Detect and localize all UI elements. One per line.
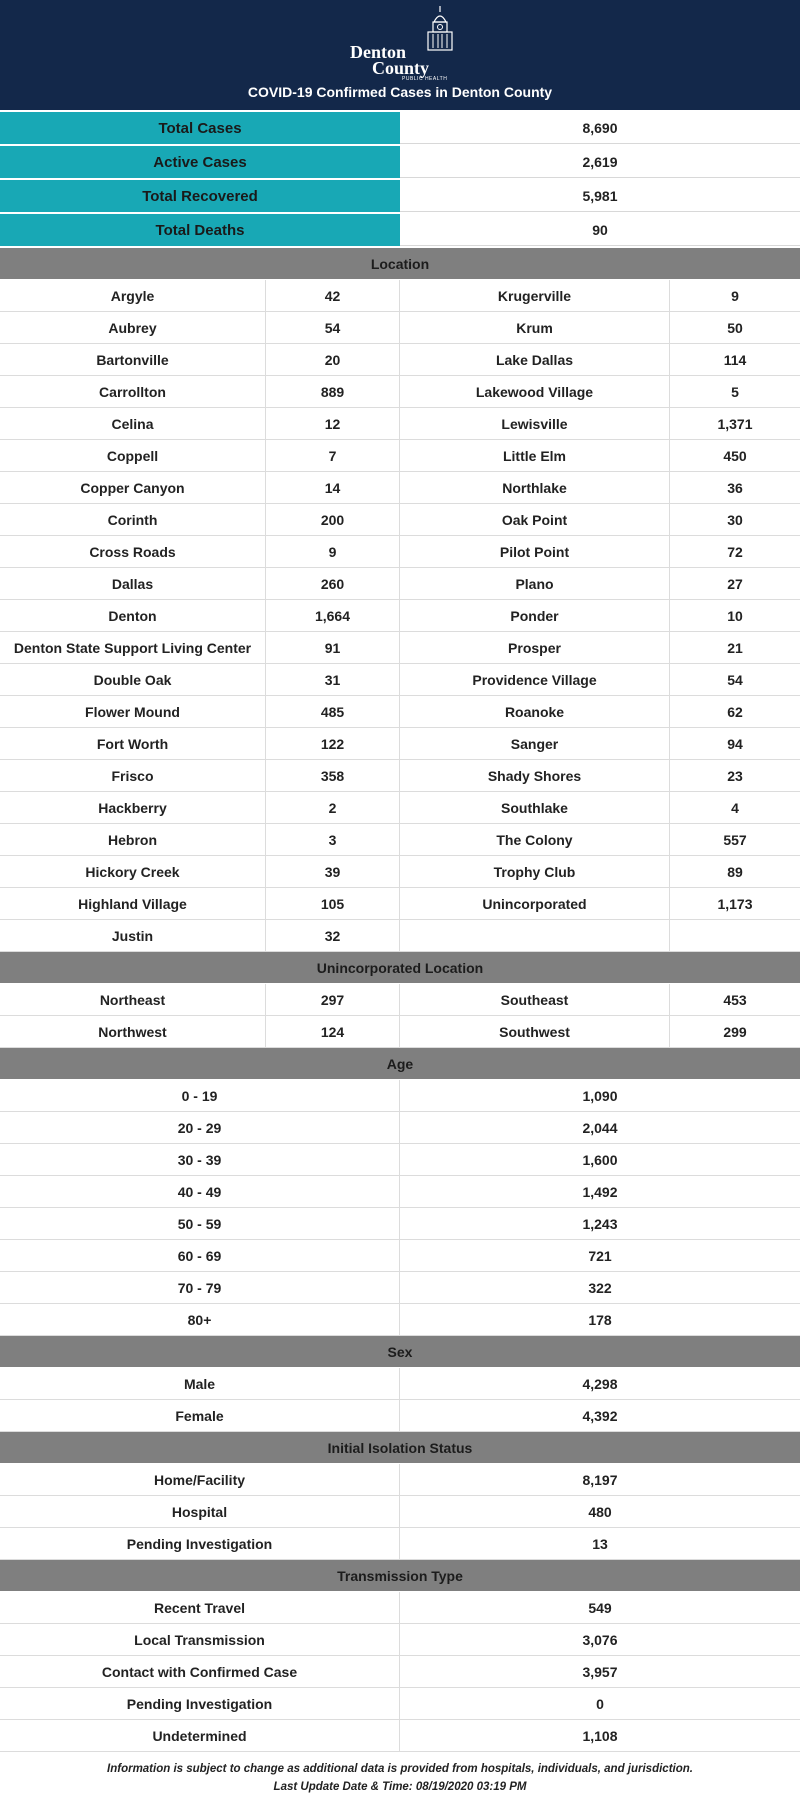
location-name: Northwest	[0, 1016, 266, 1047]
table-row	[0, 1080, 800, 1112]
denton-county-logo	[340, 6, 464, 84]
table-row	[0, 312, 800, 344]
table-row	[0, 600, 800, 632]
row-label: Home/Facility	[0, 1464, 400, 1495]
row-value: 322	[588, 1279, 612, 1296]
row-value: 8,197	[582, 1471, 618, 1488]
table-row	[0, 280, 800, 312]
location-count: 62	[727, 703, 743, 720]
location-name: Double Oak	[0, 664, 266, 695]
table-row	[0, 1208, 800, 1240]
table-row	[0, 472, 800, 504]
location-name: Carrollton	[0, 376, 266, 407]
table-row	[0, 1624, 800, 1656]
location-count: 9	[266, 536, 400, 567]
summary-label: Total Cases	[0, 112, 400, 144]
location-count: 31	[266, 664, 400, 695]
location-count: 450	[723, 447, 747, 464]
location-count: 453	[723, 991, 747, 1008]
location-count: 72	[727, 543, 743, 560]
table-row	[0, 504, 800, 536]
location-count: 30	[727, 511, 743, 528]
location-name: Lake Dallas	[400, 344, 670, 375]
row-value: 0	[596, 1695, 604, 1712]
location-table	[0, 280, 800, 952]
section-header-sex: Sex	[0, 1336, 800, 1367]
location-name: Prosper	[400, 632, 670, 663]
location-count: 358	[266, 760, 400, 791]
location-count: 12	[266, 408, 400, 439]
row-value: 480	[588, 1503, 612, 1520]
row-label: 50 - 59	[0, 1208, 400, 1239]
row-label: Pending Investigation	[0, 1528, 400, 1559]
location-name: Little Elm	[400, 440, 670, 471]
location-count: 27	[727, 575, 743, 592]
location-name: Hackberry	[0, 792, 266, 823]
location-count: 54	[266, 312, 400, 343]
location-name: Denton State Support Living Center	[0, 632, 266, 663]
location-count: 36	[727, 479, 743, 496]
location-name: Southlake	[400, 792, 670, 823]
table-row	[0, 856, 800, 888]
summary-value: 90	[400, 214, 800, 246]
table-row	[0, 1016, 800, 1048]
table-row	[0, 728, 800, 760]
row-label: Pending Investigation	[0, 1688, 400, 1719]
summary-row-total-deaths	[0, 214, 800, 246]
summary-label: Active Cases	[0, 146, 400, 178]
row-label: 0 - 19	[0, 1080, 400, 1111]
location-name: Southwest	[400, 1016, 670, 1047]
location-name: Sanger	[400, 728, 670, 759]
table-row	[0, 344, 800, 376]
location-count: 5	[731, 383, 739, 400]
table-row	[0, 376, 800, 408]
row-label: 70 - 79	[0, 1272, 400, 1303]
footer-disclaimer: Information is subject to change as additional data is provided from hospitals, individuals, and jurisdiction.	[107, 1763, 693, 1775]
table-row	[0, 1592, 800, 1624]
summary-row-total-recovered	[0, 180, 800, 212]
location-count: 4	[731, 799, 739, 816]
row-label: Female	[0, 1400, 400, 1431]
table-row	[0, 760, 800, 792]
location-name: Bartonville	[0, 344, 266, 375]
table-row	[0, 664, 800, 696]
location-name: Corinth	[0, 504, 266, 535]
location-name: Plano	[400, 568, 670, 599]
table-row	[0, 1144, 800, 1176]
row-value: 178	[588, 1311, 612, 1328]
table-row	[0, 440, 800, 472]
location-count: 23	[727, 767, 743, 784]
logo-text-denton: Denton	[350, 42, 407, 62]
location-name: Denton	[0, 600, 266, 631]
summary-label: Total Recovered	[0, 180, 400, 212]
table-row	[0, 1656, 800, 1688]
table-row	[0, 632, 800, 664]
location-name: Trophy Club	[400, 856, 670, 887]
location-count	[670, 920, 800, 951]
footer-last-update: Last Update Date & Time: 08/19/2020 03:19 PM	[273, 1781, 527, 1793]
table-row	[0, 1688, 800, 1720]
table-row	[0, 1368, 800, 1400]
location-name: Ponder	[400, 600, 670, 631]
location-name: Krugerville	[400, 280, 670, 311]
location-count: 557	[723, 831, 747, 848]
location-name: Pilot Point	[400, 536, 670, 567]
location-name: Providence Village	[400, 664, 670, 695]
location-count: 50	[727, 319, 743, 336]
location-name: Cross Roads	[0, 536, 266, 567]
table-row	[0, 792, 800, 824]
location-count: 297	[266, 984, 400, 1015]
table-row	[0, 1528, 800, 1560]
location-name: Oak Point	[400, 504, 670, 535]
location-count: 94	[727, 735, 743, 752]
location-count: 7	[266, 440, 400, 471]
summary-row-active-cases	[0, 146, 800, 178]
location-name: Northeast	[0, 984, 266, 1015]
location-name: Lewisville	[400, 408, 670, 439]
location-count: 105	[266, 888, 400, 919]
location-name: Hebron	[0, 824, 266, 855]
row-value: 1,243	[582, 1215, 618, 1232]
location-name: Lakewood Village	[400, 376, 670, 407]
row-value: 3,076	[582, 1631, 618, 1648]
location-name: Frisco	[0, 760, 266, 791]
location-count: 889	[266, 376, 400, 407]
summary-value: 2,619	[400, 146, 800, 178]
header-banner	[0, 0, 800, 110]
location-name: Copper Canyon	[0, 472, 266, 503]
row-value: 1,090	[582, 1087, 618, 1104]
row-value: 1,600	[582, 1151, 618, 1168]
footer	[0, 1760, 800, 1796]
location-count: 32	[266, 920, 400, 951]
location-count: 9	[731, 287, 739, 304]
summary-table	[0, 112, 800, 248]
location-count: 114	[723, 351, 747, 368]
transmission-table	[0, 1592, 800, 1752]
location-count: 54	[727, 671, 743, 688]
section-header-unincorporated: Unincorporated Location	[0, 952, 800, 983]
location-count: 39	[266, 856, 400, 887]
location-count: 42	[266, 280, 400, 311]
table-row	[0, 1176, 800, 1208]
logo-text-county: County	[372, 58, 430, 78]
table-row	[0, 824, 800, 856]
section-header-transmission: Transmission Type	[0, 1560, 800, 1591]
location-count: 10	[727, 607, 743, 624]
location-name: Fort Worth	[0, 728, 266, 759]
location-count: 1,664	[266, 600, 400, 631]
row-label: 40 - 49	[0, 1176, 400, 1207]
courthouse-dome-icon	[424, 6, 456, 58]
table-row	[0, 1400, 800, 1432]
location-name: Dallas	[0, 568, 266, 599]
table-row	[0, 920, 800, 952]
location-name: The Colony	[400, 824, 670, 855]
location-name	[400, 920, 670, 951]
location-name: Southeast	[400, 984, 670, 1015]
table-row	[0, 1464, 800, 1496]
location-name: Krum	[400, 312, 670, 343]
row-value: 4,392	[582, 1407, 618, 1424]
row-label: Hospital	[0, 1496, 400, 1527]
location-count: 1,173	[717, 895, 753, 912]
location-count: 14	[266, 472, 400, 503]
table-row	[0, 888, 800, 920]
section-header-isolation: Initial Isolation Status	[0, 1432, 800, 1463]
table-row	[0, 408, 800, 440]
location-count: 20	[266, 344, 400, 375]
row-value: 549	[588, 1599, 612, 1616]
location-count: 2	[266, 792, 400, 823]
row-value: 1,492	[582, 1183, 618, 1200]
summary-value: 5,981	[400, 180, 800, 212]
location-count: 122	[266, 728, 400, 759]
location-name: Coppell	[0, 440, 266, 471]
location-count: 91	[266, 632, 400, 663]
table-row	[0, 696, 800, 728]
location-count: 3	[266, 824, 400, 855]
location-name: Highland Village	[0, 888, 266, 919]
row-label: Undetermined	[0, 1720, 400, 1751]
location-name: Unincorporated	[400, 888, 670, 919]
row-value: 1,108	[582, 1727, 618, 1744]
unincorporated-table	[0, 984, 800, 1048]
summary-value: 8,690	[400, 112, 800, 144]
table-row	[0, 1112, 800, 1144]
summary-label: Total Deaths	[0, 214, 400, 246]
location-name: Aubrey	[0, 312, 266, 343]
location-count: 200	[266, 504, 400, 535]
table-row	[0, 1240, 800, 1272]
row-value: 4,298	[582, 1375, 618, 1392]
location-count: 485	[266, 696, 400, 727]
logo-text-public-health: PUBLIC HEALTH	[402, 76, 448, 82]
table-row	[0, 1304, 800, 1336]
row-label: 30 - 39	[0, 1144, 400, 1175]
page-title: COVID-19 Confirmed Cases in Denton County	[247, 84, 553, 100]
row-label: 60 - 69	[0, 1240, 400, 1271]
location-count: 124	[266, 1016, 400, 1047]
location-name: Roanoke	[400, 696, 670, 727]
sex-table	[0, 1368, 800, 1432]
location-name: Flower Mound	[0, 696, 266, 727]
row-label: Recent Travel	[0, 1592, 400, 1623]
row-value: 2,044	[582, 1119, 618, 1136]
location-name: Hickory Creek	[0, 856, 266, 887]
table-row	[0, 536, 800, 568]
location-name: Celina	[0, 408, 266, 439]
row-value: 3,957	[582, 1663, 618, 1680]
location-count: 260	[266, 568, 400, 599]
location-name: Northlake	[400, 472, 670, 503]
table-row	[0, 1496, 800, 1528]
row-label: Male	[0, 1368, 400, 1399]
location-count: 299	[723, 1023, 747, 1040]
table-row	[0, 1720, 800, 1752]
location-name: Shady Shores	[400, 760, 670, 791]
row-label: Local Transmission	[0, 1624, 400, 1655]
table-row	[0, 1272, 800, 1304]
section-header-location: Location	[0, 248, 800, 279]
location-count: 21	[727, 639, 743, 656]
row-value: 721	[588, 1247, 612, 1264]
table-row	[0, 568, 800, 600]
row-label: 80+	[0, 1304, 400, 1335]
section-header-age: Age	[0, 1048, 800, 1079]
location-count: 1,371	[717, 415, 753, 432]
isolation-table	[0, 1464, 800, 1560]
row-label: 20 - 29	[0, 1112, 400, 1143]
age-table	[0, 1080, 800, 1336]
summary-row-total-cases	[0, 112, 800, 144]
table-row	[0, 984, 800, 1016]
location-count: 89	[727, 863, 743, 880]
row-value: 13	[592, 1535, 608, 1552]
location-name: Argyle	[0, 280, 266, 311]
location-name: Justin	[0, 920, 266, 951]
row-label: Contact with Confirmed Case	[0, 1656, 400, 1687]
